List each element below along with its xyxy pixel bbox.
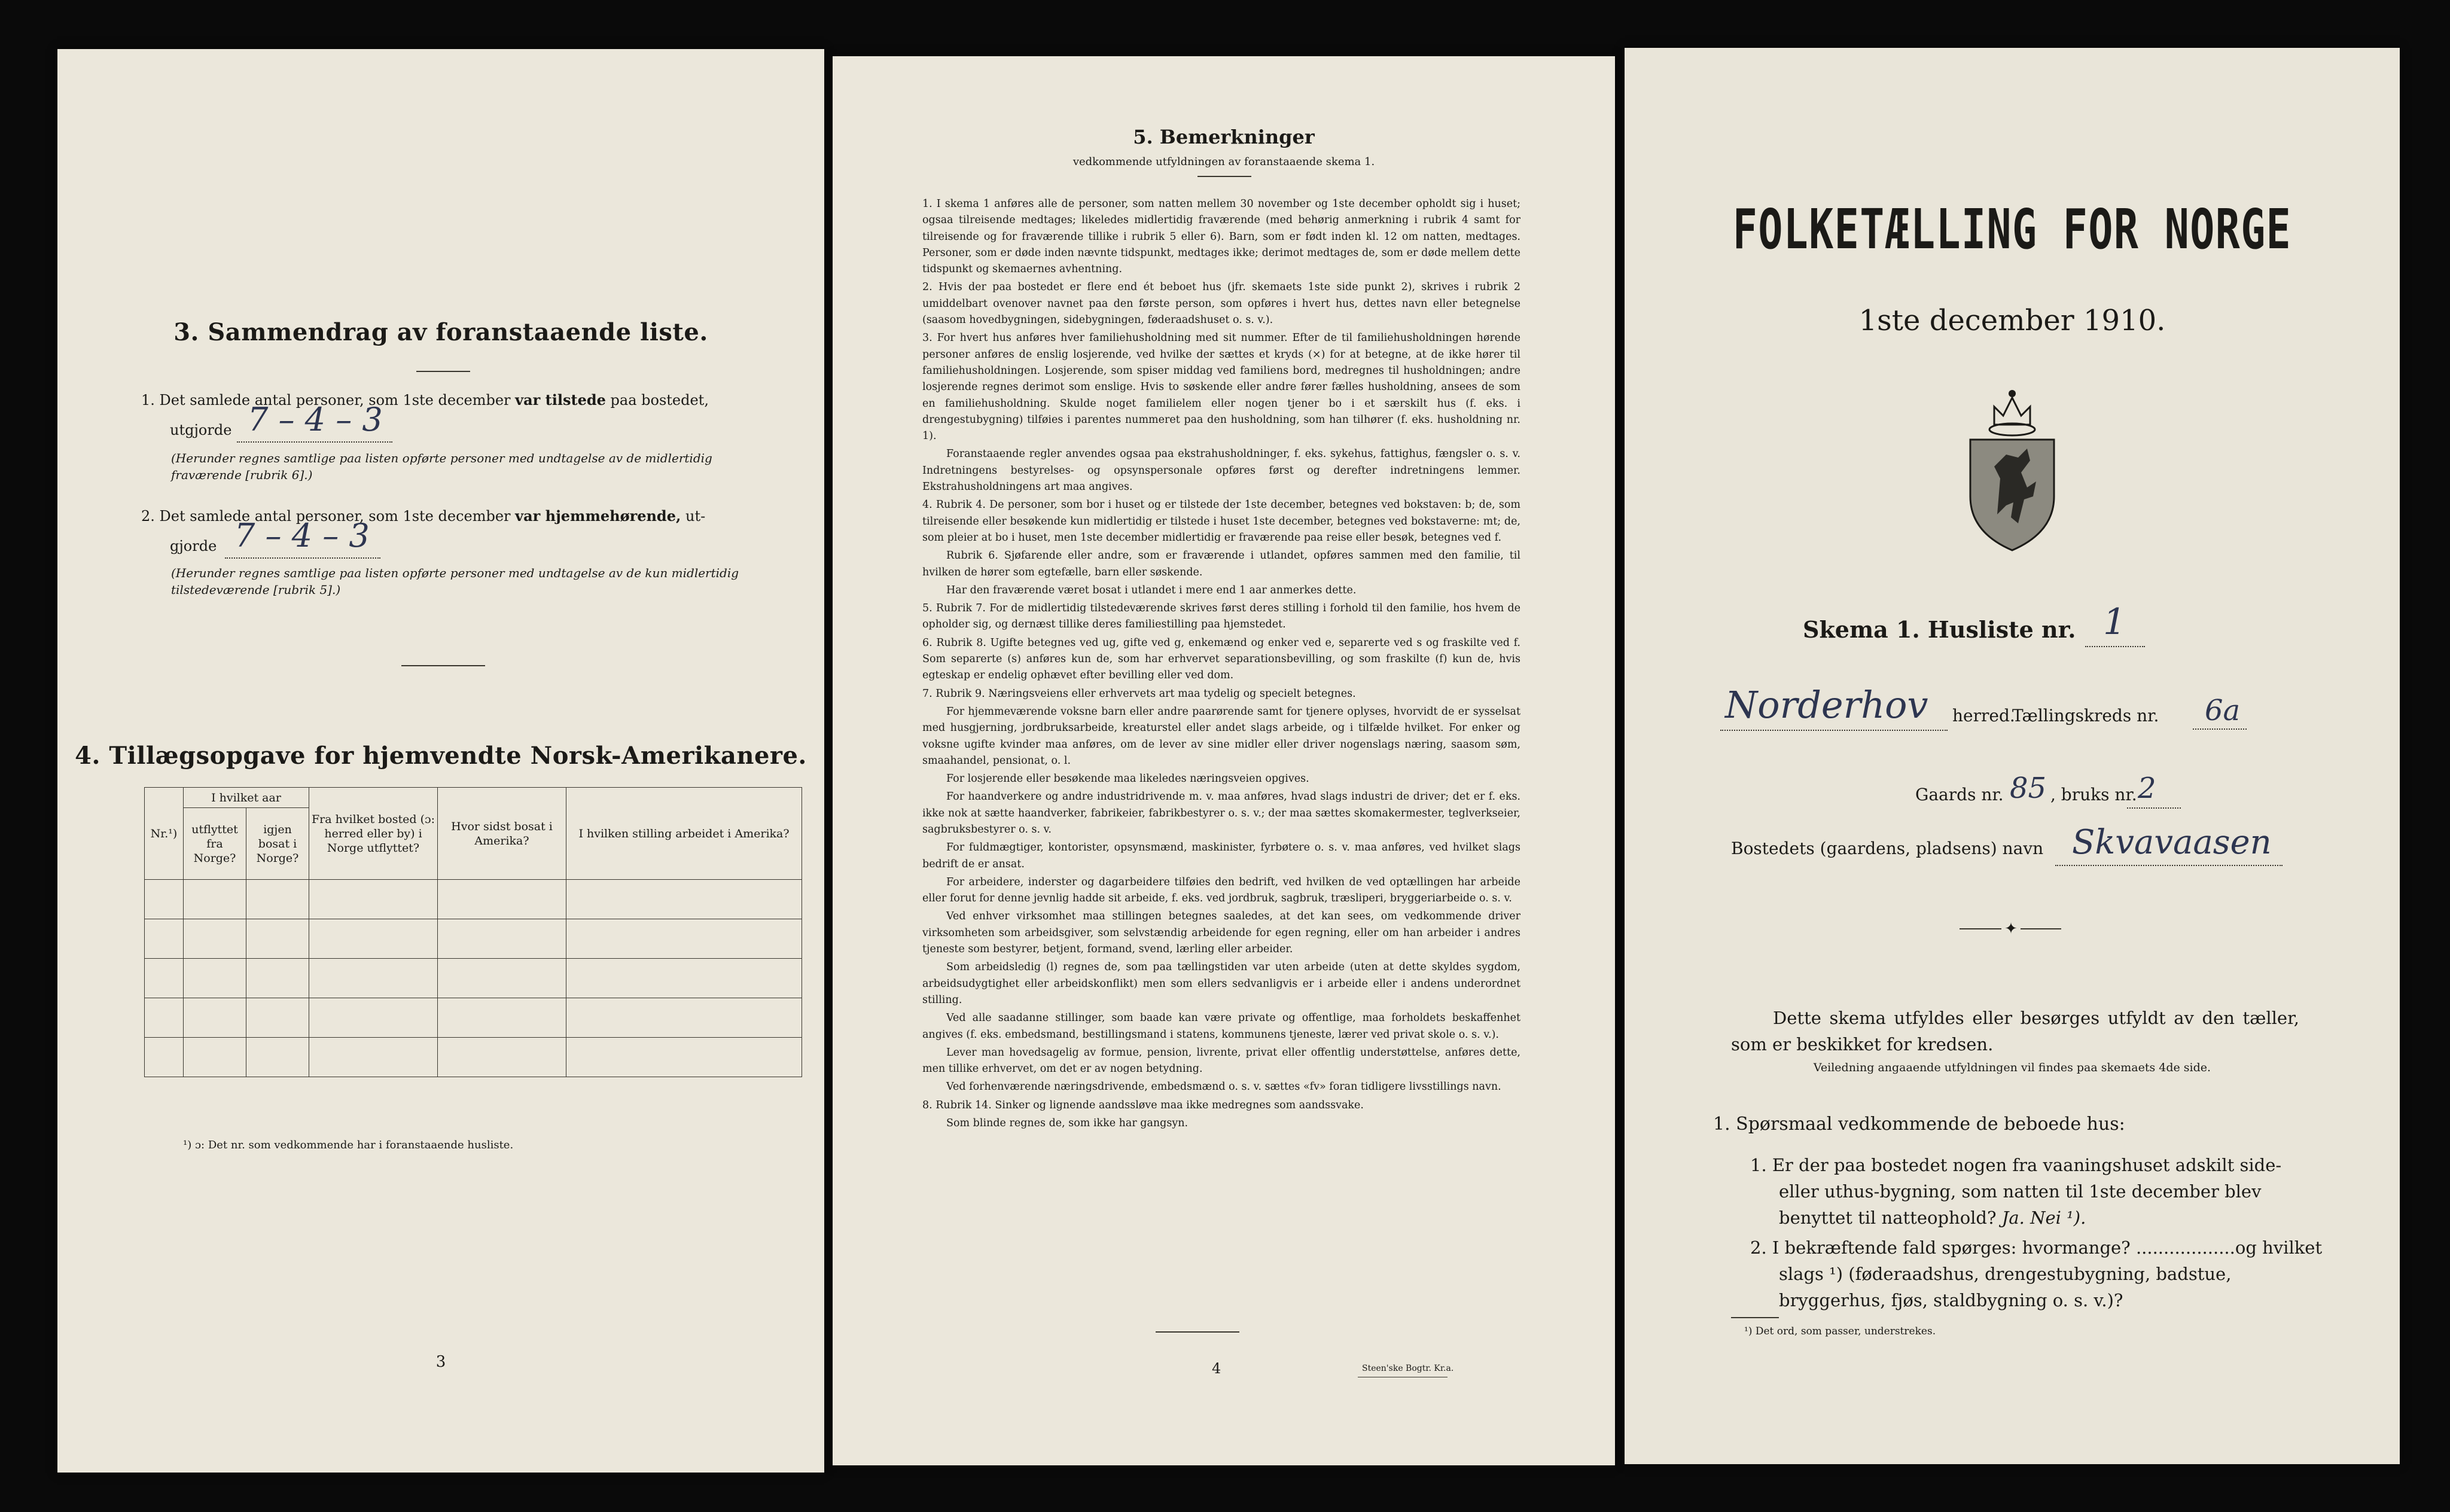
intro-text: Dette skema utfyldes eller besørges utfyldt av den tæller, som er beskikket for kredsen. bbox=[1731, 1008, 2299, 1054]
divider bbox=[401, 665, 485, 666]
gaards-nr-handwritten: 85 bbox=[2010, 772, 2047, 805]
bemerkninger-subheading: vedkommende utfyldningen av foranstaaende skema 1. bbox=[1072, 156, 1375, 168]
bemerkning-paragraph: Rubrik 6. Sjøfarende eller andre, som er fraværende i utlandet, opføres sammen med den familie, til hvilken de hører som egtefælle, barn eller søskende. bbox=[922, 550, 1520, 578]
kreds-nr-handwritten: 6a bbox=[2205, 694, 2241, 727]
kreds-label: Tællingskreds nr. bbox=[2012, 706, 2159, 725]
col-igjen-bosat: igjen bosat i Norge? bbox=[246, 808, 309, 880]
bemerkninger-heading: 5. Bemerkninger bbox=[1133, 126, 1315, 148]
ornament-icon: ✦ bbox=[2001, 920, 2021, 938]
bemerkning-paragraph: Ved forhenværende næringsdrivende, embedsmænd o. s. v. sættes «fv» foran tidligere livsstillings navn. bbox=[946, 1081, 1501, 1093]
table-row bbox=[145, 880, 802, 919]
question-1: 1. Er der paa bostedet nogen fra vaaningshuset adskilt side- eller uthus-bygning, som natten til 1ste december blev benyttet til natteophold? Ja. Nei ¹). bbox=[1750, 1155, 2282, 1228]
page-number: 4 bbox=[1212, 1360, 1221, 1377]
bemerkning-paragraph: 8. Rubrik 14. Sinker og lignende aandssløve maa ikke medregnes som aandssvake. bbox=[922, 1099, 1364, 1111]
col-hvor-amerika: Hvor sidst bosat i Amerika? bbox=[438, 788, 566, 880]
table-row bbox=[145, 919, 802, 959]
divider bbox=[416, 371, 470, 372]
bemerkning-paragraph: 3. For hvert hus anføres hver familiehusholdning med sit nummer. Efter de til familiehusholdningen hørende personer anføres de enslig losjerende, ved hvilke der sættes et kryds (×) for at betegne, at de ikke hører til familiehusholdningen. Losjerende, som spiser middag ved familiens bord, medregnes til husholdningen; andre losjerende regnes derimot som enslige. Hvis to søskende eller andre fører fælles husholdning, ansees de som en familiehusholdning. Skulde noget familielem eller nogen tjener bo i et særskilt hus (f. eks. i drengestubygning) tilføies i parentes nummeret paa den husholdning, som han tilhører (f. eks. husholdning nr. 1). bbox=[922, 332, 1520, 443]
page-number: 3 bbox=[435, 1353, 446, 1371]
col-group-aar: I hvilket aar bbox=[184, 788, 309, 808]
page-left bbox=[57, 49, 824, 1473]
bemerkning-paragraph: 5. Rubrik 7. For de midlertidig tilstedeværende skrives først deres stilling i forhold til den familie, hos hvem de opholder sig, og dernæst tillike deres familiestilling paa hjemstedet. bbox=[922, 602, 1520, 631]
col-stilling-amerika: I hvilken stilling arbeidet i Amerika? bbox=[566, 788, 802, 880]
bosted-label: Bostedets (gaardens, pladsens) navn bbox=[1731, 839, 2044, 858]
bemerkning-paragraph: Som arbeidsledig (l) regnes de, som paa tællingstiden var uten arbeide (uten at dette skyldes sygdom, arbeidsudygtighet eller arbeidskonflikt) men som ellers sedvanligvis er i arbeide eller i andens underordnet stilling. bbox=[922, 961, 1520, 1006]
bemerkning-paragraph: For fuldmægtiger, kontorister, opsynsmænd, maskinister, fyrbøtere o. s. v. maa anføres, ved hvilket slags bedrift de er ansat. bbox=[922, 842, 1520, 870]
section3-item1: 1. Det samlede antal personer, som 1ste december var tilstede paa bostedet, bbox=[141, 391, 709, 409]
tilstede-count-handwritten: 7 – 4 – 3 bbox=[248, 401, 383, 438]
col-nr: Nr.¹) bbox=[145, 788, 184, 880]
footnote: ¹) Det ord, som passer, understrekes. bbox=[1744, 1325, 1936, 1337]
bruks-label: , bruks nr. bbox=[2050, 785, 2137, 804]
bemerkning-paragraph: For hjemmeværende voksne barn eller andre paarørende samt for tjenere oplyses, hvorvidt de er sysselsat med husgjerning, jordbruksarbeide, kreaturstel eller andet slags arbeide, og i tilfælde hvilket. For enker og voksne ugifte kvinder maa anføres, om de lever av sine midler eller driver nogenslags næring, saasom søm, smaahandel, pensionat, o. l. bbox=[922, 705, 1520, 767]
veiledning-text: Veiledning angaaende utfyldningen vil findes paa skemaets 4de side. bbox=[1813, 1061, 2211, 1074]
bemerkninger-text bbox=[922, 196, 1520, 1133]
bemerkning-paragraph: For haandverkere og andre industridrivende m. v. maa anføres, hvad slags industri de driver; det er f. eks. ikke nok at sætte haandverker, fabrikeier, fabrikbestyrer o. s. v.; der maa sættes skomakermester, teglverkseier, sagbruksbestyrer o. s. v. bbox=[922, 791, 1520, 836]
page-middle bbox=[833, 56, 1615, 1465]
bemerkning-paragraph: 2. Hvis der paa bostedet er flere end ét beboet hus (jfr. skemaets 1ste side punkt 2), skrives i rubrik 2 umiddelbart ovenover navnet paa den første person, som opføres i hvert hus, dettes navn eller betegnelse (saasom hovedbygningen, sidebygningen, føderaadshuset o. s. v.). bbox=[922, 281, 1520, 327]
bemerkning-paragraph: Som blinde regnes de, som ikke har gangsyn. bbox=[946, 1117, 1189, 1130]
section3-item2: 2. Det samlede antal personer, som 1ste december var hjemmehørende, ut- bbox=[141, 507, 706, 525]
section3-item2-note: (Herunder regnes samtlige paa listen opførte personer med undtagelse av de kun midlertidig tilstedeværende [rubrik 5].) bbox=[171, 566, 739, 597]
bemerkning-paragraph: Har den fraværende været bosat i utlandet i mere end 1 aar anmerkes dette. bbox=[946, 584, 1357, 596]
husliste-nr-handwritten: 1 bbox=[2103, 601, 2126, 643]
bemerkning-paragraph: 4. Rubrik 4. De personer, som bor i huset og er tilstede der 1ste december, betegnes ved bokstaven: b; de, som tilreisende eller besøkende kun midlertidig er tilstede i huset 1ste december, betegnes ved bokstaverne: mt; de, som pleier at bo i huset, men 1ste december midlertidig er fraværende paa reise eller besøk, betegnes ved f. bbox=[922, 499, 1520, 544]
section4-heading: 4. Tillægsopgave for hjemvendte Norsk-Amerikanere. bbox=[75, 742, 807, 770]
bemerkning-paragraph: For losjerende eller besøkende maa likeledes næringsveien opgives. bbox=[946, 773, 1309, 785]
section3-item1-note: (Herunder regnes samtlige paa listen opførte personer med undtagelse av de midlertidig fraværende [rubrik 6].) bbox=[171, 451, 712, 482]
gaards-label: Gaards nr. bbox=[1915, 785, 2004, 804]
section3-heading: 3. Sammendrag av foranstaaende liste. bbox=[173, 318, 708, 346]
hjemmehorende-count-handwritten: 7 – 4 – 3 bbox=[234, 517, 370, 554]
norsk-amerikanere-table bbox=[144, 787, 802, 1077]
ja-nei-answer: Ja. Nei ¹). bbox=[2001, 1208, 2086, 1228]
section3-gjorde-label: gjorde bbox=[170, 538, 217, 554]
bemerkning-paragraph: 7. Rubrik 9. Næringsveiens eller erhvervets art maa tydelig og specielt betegnes. bbox=[922, 687, 1356, 700]
col-utflyttet: utflyttet fra Norge? bbox=[184, 808, 246, 880]
herred-handwritten: Norderhov bbox=[1725, 683, 1928, 727]
bemerkning-paragraph: Foranstaaende regler anvendes ogsaa paa ekstrahusholdninger, f. eks. sykehus, fattighus, fængsler o. s. v. Indretningens bestyrelses- og opsynspersonale opføres først og derefter indretningens lemmer. Ekstrahusholdningens art maa angives. bbox=[922, 448, 1520, 493]
bemerkning-paragraph: Ved alle saadanne stillinger, som baade kan være private og offentlige, maa forholdets beskaffenhet angives (f. eks. embedsmand, bestillingsmand i statens, kommunens tjeneste, lærer ved privat skole o. s. v.). bbox=[922, 1012, 1520, 1041]
bemerkning-paragraph: For arbeidere, inderster og dagarbeidere tilføies den bedrift, ved hvilken de ved optællingen har arbeide eller forut for denne jevnlig hadde sit arbeide, f. eks. ved jordbruk, sagbruk, træsliperi, bryggeriarbeide o. s. v. bbox=[922, 876, 1520, 905]
questions-heading: 1. Spørsmaal vedkommende de beboede hus: bbox=[1713, 1114, 2125, 1135]
question-2: 2. I bekræftende fald spørges: hvormange? ..................og hvilket slags ¹) (føderaadshus, drengestubygning, badstue, bryggerhus, fjøs, staldbygning o. s. v.)? bbox=[1750, 1237, 2323, 1310]
table-row bbox=[145, 1038, 802, 1077]
census-title: FOLKETÆLLING FOR NORGE bbox=[1732, 197, 2292, 261]
skema-label: Skema 1. Husliste nr. bbox=[1803, 616, 2076, 643]
col-fra-bosted: Fra hvilket bosted (ɔ: herred eller by) i Norge utflyttet? bbox=[309, 788, 438, 880]
bemerkning-paragraph: Lever man hovedsagelig av formue, pension, livrente, privat eller offentlig understøttelse, anføres dette, men tillike erhvervet, om det er av nogen betydning. bbox=[922, 1046, 1520, 1075]
census-date: 1ste december 1910. bbox=[1858, 304, 2166, 337]
page-right-cover bbox=[1625, 48, 2400, 1464]
section3-utgjorde-label: utgjorde bbox=[170, 422, 232, 438]
bemerkning-paragraph: 6. Rubrik 8. Ugifte betegnes ved ug, gifte ved g, enkemænd og enker ved e, separerte ved s og fraskilte ved f. Som separerte (s) anføres kun de, som har erhvervet separationsbevilling, og som fraskilte (f) kun de, hvis egteskap er endelig ophævet efter bevilling eller ved dom. bbox=[922, 636, 1520, 682]
section4-footnote: ¹) ɔ: Det nr. som vedkommende har i foranstaaende husliste. bbox=[183, 1139, 514, 1151]
bruks-nr-handwritten: 2 bbox=[2138, 772, 2156, 805]
coat-of-arms-icon bbox=[1958, 383, 2066, 556]
bemerkning-paragraph: Ved enhver virksomhet maa stillingen betegnes saaledes, at det kan sees, om vedkommende driver virksomheten som arbeidsgiver, som selvstændig arbeidende for egen regning, eller om han arbeider i andres tjeneste som bestyrer, betjent, formand, svend, lærling eller arbeider. bbox=[922, 910, 1520, 956]
bemerkning-paragraph: 1. I skema 1 anføres alle de personer, som natten mellem 30 november og 1ste december opholdt sig i huset; ogsaa tilreisende medtages; likeledes midlertidig fraværende (med behørig anmerkning i rubrik 4 samt for tilreisende og for fraværende tillike i rubrik 5 eller 6). Barn, som er født inden kl. 12 om natten, medtages. Personer, som er døde inden nævnte tidspunkt, medtages ikke; derimot medtages de, som er døde mellem dette tidspunkt og skemaernes avhentning. bbox=[922, 198, 1520, 276]
table-row bbox=[145, 998, 802, 1038]
table-row bbox=[145, 959, 802, 998]
printer-mark: Steen'ske Bogtr. Kr.a. bbox=[1362, 1364, 1454, 1373]
bosted-name-handwritten: Skvavaasen bbox=[2072, 823, 2272, 862]
herred-label: herred. bbox=[1952, 706, 2015, 725]
